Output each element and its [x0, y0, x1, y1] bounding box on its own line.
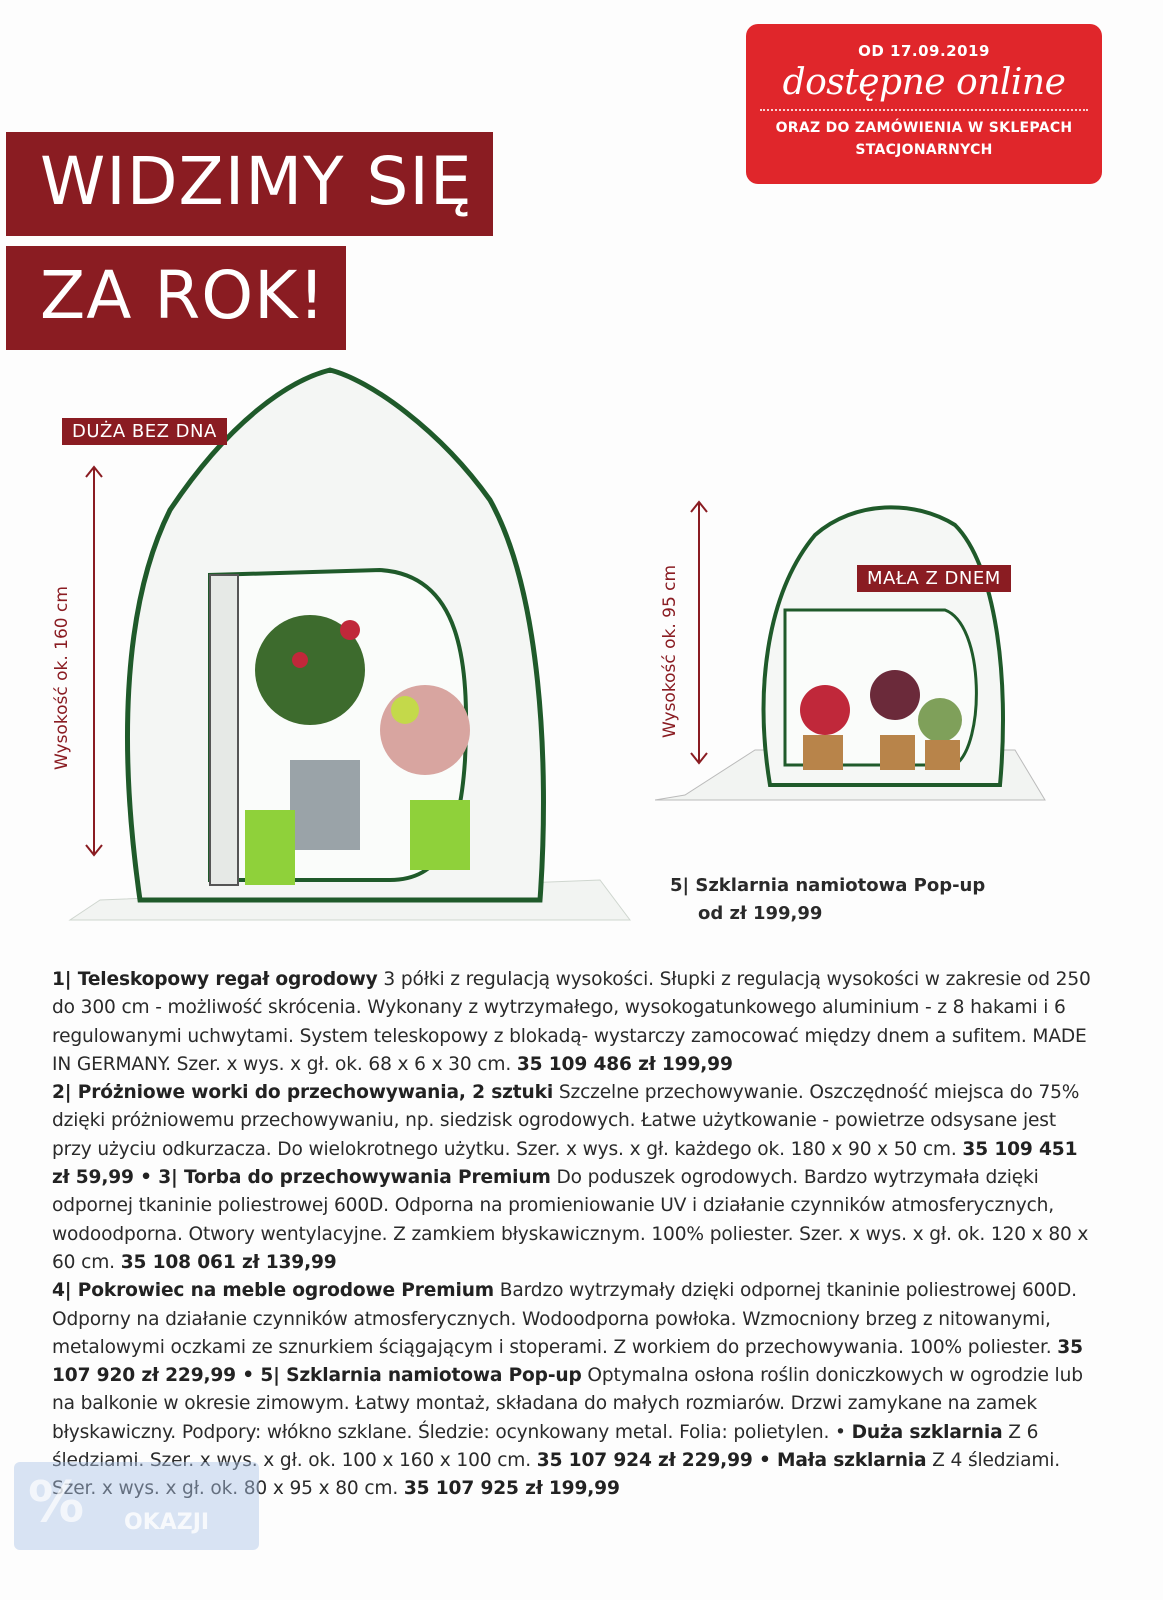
product-price: 35 109 451 zł 59,99 •	[52, 1138, 1078, 1189]
product-1	[52, 966, 1097, 1079]
height-arrow-icon	[84, 465, 104, 857]
product-text: Optymalna osłona roślin doniczkowych w ogrodzie lub na balkonie w okresie zimowym. Łatwy montaż, składana do małych rozmiarów. Drzwi zamykane na zamek błyskawiczny. Podpory: włókno szklane. Śledzie: ocynkowany metal. Folia: polietylen. •	[52, 1365, 1083, 1443]
badge-sub-2: STACJONARNYCH	[855, 142, 993, 158]
variant-price: 35 107 925 zł 199,99	[403, 1478, 620, 1500]
watermark-text: OKAZJI	[124, 1510, 210, 1535]
product-price: 35 109 486 zł 199,99	[516, 1053, 733, 1075]
variant-title: Duża szklarnia	[851, 1421, 1003, 1443]
product-title: 4| Pokrowiec na meble ogrodowe Premium	[52, 1280, 495, 1302]
large-height-label: Wysokość ok. 160 cm	[52, 586, 72, 770]
headline-line-2: ZA ROK!	[6, 246, 346, 350]
product-caption	[670, 872, 985, 928]
online-availability-badge	[746, 24, 1102, 184]
divider	[760, 109, 1088, 111]
variant-text: Z 4 śledziami. Szer. x wys. x gł. ok. 80 x 95 x 80 cm.	[52, 1450, 1061, 1500]
product-text: 3 półki z regulacją wysokości. Słupki z regulacją wysokości w zakresie od 250 do 300 cm - możliwość skrócenia. Wykonany z wytrzymałego, wysokogatunkowego aluminium - z 8 hakami i 6 regulowanymi uchwytami. System teleskopowy z blokadą- wystarczy zamocować między dnem a sufitem. MADE IN GERMANY. Szer. x wys. x gł. ok. 68 x 6 x 30 cm.	[52, 969, 1091, 1075]
product-text: Szczelne przechowywanie. Oszczędność miejsca do 75% dzięki próżniowemu przechowywaniu, np. siedzisk ogrodowych. Łatwe użytkowanie - powietrze odsysane jest przy użyciu odkurzacza. Do wielokrotnego użytku. Szer. x wys. x gł. każdego ok. 180 x 90 x 50 cm.	[52, 1082, 1080, 1160]
large-greenhouse-tag: DUŻA BEZ DNA	[62, 418, 227, 445]
badge-date: OD 17.09.2019	[858, 42, 990, 60]
badge-sub-1: ORAZ DO ZAMÓWIENIA W SKLEPACH	[775, 120, 1073, 136]
watermark-logo	[14, 1462, 259, 1550]
variant-price: 35 107 924 zł 229,99 •	[536, 1450, 778, 1472]
variant-text: Z 6 śledziami. Szer. x wys. x gł. ok. 100 x 160 x 100 cm.	[52, 1421, 1039, 1472]
product-title: 2| Próżniowe worki do przechowywania, 2 sztuki	[52, 1082, 554, 1104]
variant-title: Mała szklarnia	[777, 1450, 927, 1472]
product-price: 35 108 061 zł 139,99	[120, 1251, 337, 1273]
headline-line-1: WIDZIMY SIĘ	[6, 132, 493, 236]
large-greenhouse-image	[60, 360, 640, 940]
small-greenhouse-image	[655, 495, 1050, 805]
product-text: Bardzo wytrzymały dzięki odpornej tkaninie poliestrowej 600D. Odporny na działanie czynników atmosferycznych. Wodoodporna powłoka. Wzmocniony brzeg z nitowanymi, metalowymi oczkami ze sznurkiem ściągającym i stoperami. Z workiem do przechowywania. 100% poliester.	[52, 1280, 1077, 1358]
small-greenhouse-tag: MAŁA Z DNEM	[857, 565, 1011, 592]
badge-script: dostępne online	[782, 62, 1066, 103]
product-text: Do poduszek ogrodowych. Bardzo wytrzymała dzięki odpornej tkaninie poliestrowej 600D. Odporna na promieniowanie UV i działanie czynników atmosferycznych, wodoodporna. Otwory wentylacyjne. Z zamkiem błyskawicznym. 100% poliester. Szer. x wys. x gł. ok. 120 x 80 x 60 cm.	[52, 1167, 1089, 1273]
product-descriptions	[52, 966, 1097, 1504]
product-2-3	[52, 1079, 1097, 1277]
caption-price: od zł 199,99	[698, 903, 823, 924]
percent-icon: %	[28, 1470, 85, 1535]
product-title: 1| Teleskopowy regał ogrodowy	[52, 969, 378, 990]
product-title: 3| Torba do przechowywania Premium	[158, 1167, 551, 1189]
product-price: 35 107 920 zł 229,99 •	[52, 1336, 1083, 1387]
small-height-label: Wysokość ok. 95 cm	[660, 564, 680, 738]
height-arrow-icon	[689, 500, 709, 765]
caption-title: 5| Szklarnia namiotowa Pop-up	[670, 875, 986, 896]
product-title: 5| Szklarnia namiotowa Pop-up	[260, 1365, 582, 1387]
